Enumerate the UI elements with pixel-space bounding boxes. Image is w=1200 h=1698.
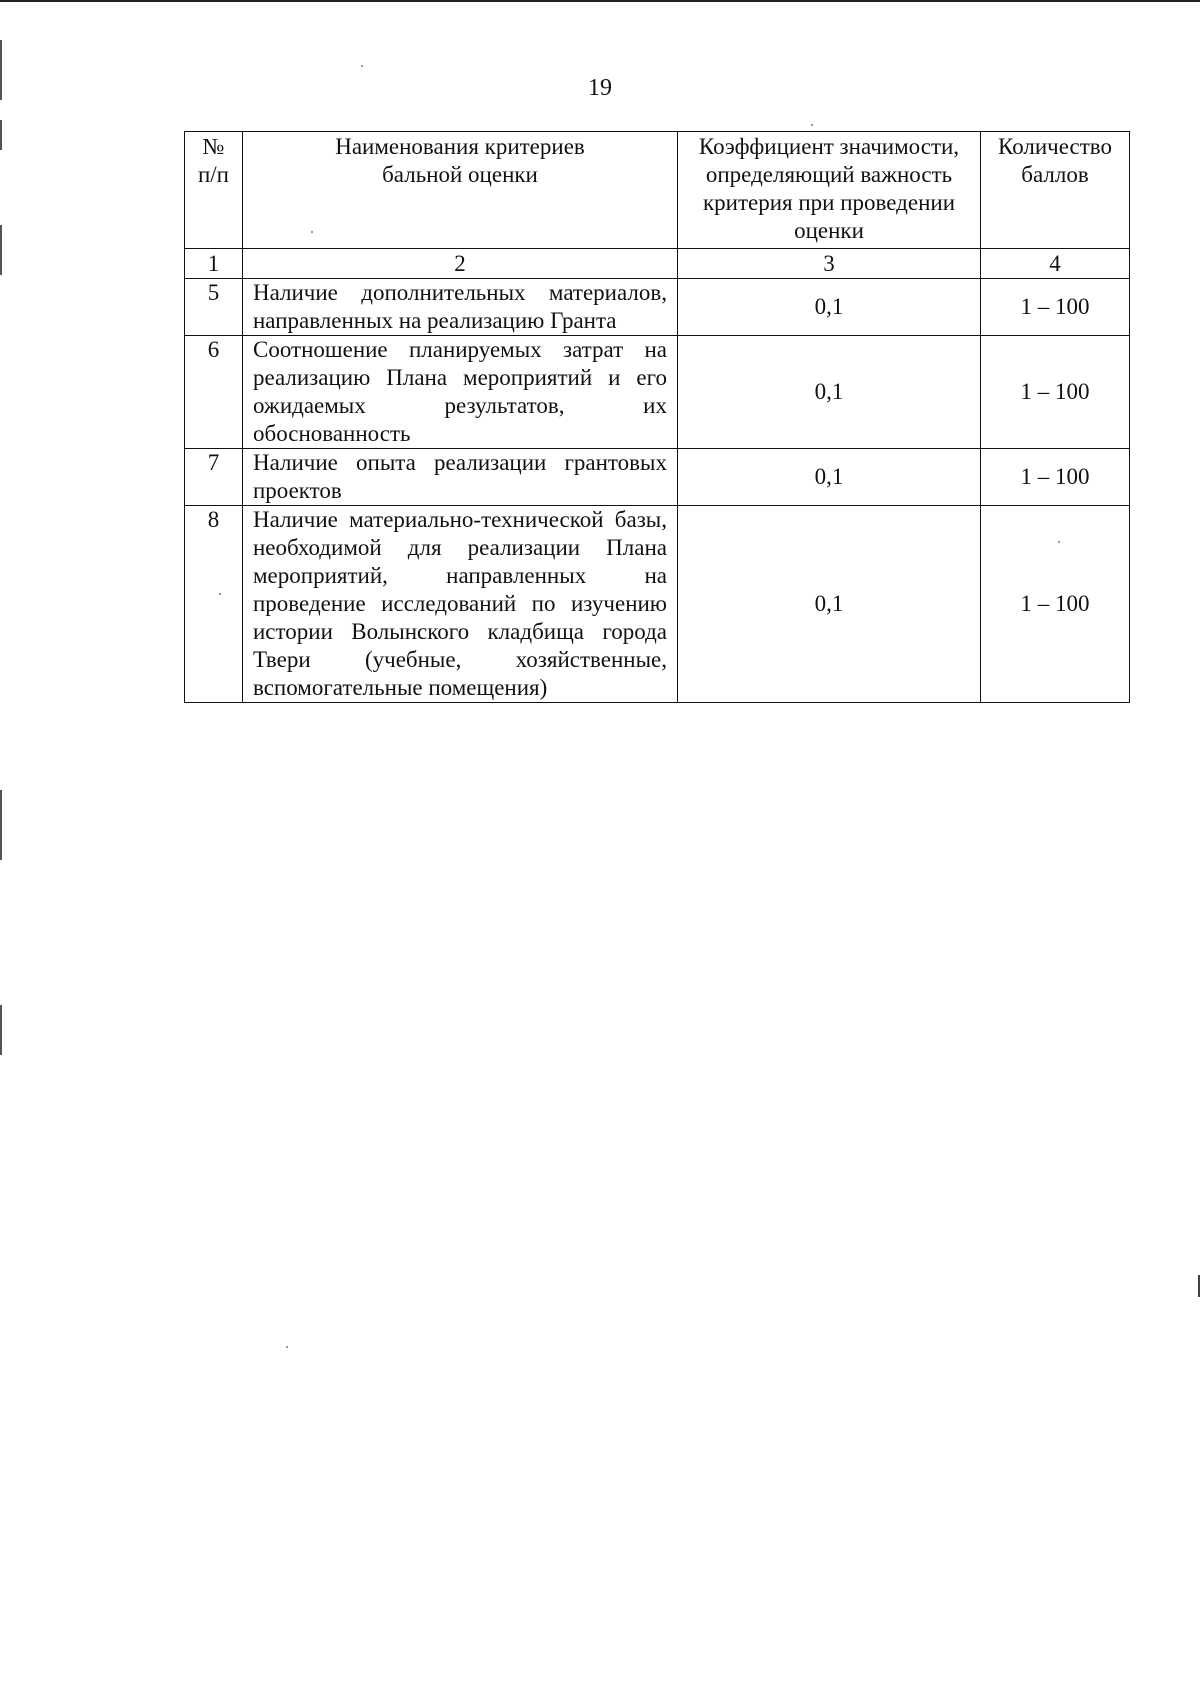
header-line: критерия при проведении (702, 190, 956, 215)
criterion-score: 1 – 100 (981, 506, 1130, 703)
table-row (185, 279, 1130, 336)
criterion-score: 1 – 100 (981, 449, 1130, 506)
criterion-coefficient: 0,1 (678, 449, 981, 506)
column-number: 4 (981, 249, 1130, 279)
header-line: Наименования критериев (335, 134, 585, 159)
header-line: определяющий важность (705, 162, 953, 187)
column-number-row (185, 249, 1130, 279)
header-criteria-name (243, 132, 678, 249)
criterion-score: 1 – 100 (981, 279, 1130, 336)
criterion-name: Соотношение планируемых затрат на реализацию Плана мероприятий и его ожидаемых результатов, их обоснованность (243, 336, 678, 449)
criterion-name: Наличие дополнительных материалов, направленных на реализацию Гранта (243, 279, 678, 336)
scan-edge-mark (0, 225, 2, 275)
criterion-name: Наличие опыта реализации грантовых проектов (243, 449, 678, 506)
column-number: 2 (243, 249, 678, 279)
header-coefficient (678, 132, 981, 249)
row-number: 6 (185, 336, 243, 449)
criterion-coefficient: 0,1 (678, 506, 981, 703)
row-number: 8 (185, 506, 243, 703)
header-line: оценки (794, 218, 864, 243)
column-number: 3 (678, 249, 981, 279)
scan-edge-mark (0, 790, 2, 860)
scan-edge-mark (0, 120, 2, 150)
scan-speck (286, 1346, 288, 1348)
scan-speck (361, 65, 363, 67)
scan-speck (811, 124, 813, 126)
header-score (981, 132, 1130, 249)
table-row (185, 506, 1130, 703)
scan-top-edge (0, 0, 1200, 2)
header-line: № (202, 134, 225, 159)
column-number: 1 (185, 249, 243, 279)
header-line: Коэффициент значимости, (698, 134, 960, 159)
table-row (185, 336, 1130, 449)
table-header-row (185, 132, 1130, 249)
header-number (185, 132, 243, 249)
criterion-coefficient: 0,1 (678, 336, 981, 449)
header-line: п/п (197, 162, 229, 187)
criteria-table (184, 131, 1130, 703)
criterion-score: 1 – 100 (981, 336, 1130, 449)
criterion-name: Наличие материально-технической базы, необходимой для реализации Плана мероприятий, направленных на проведение исследований по изучению истории Волынского кладбища города Твери (учебные, хозяйственные, вспомогательные помещения) (243, 506, 678, 703)
page-number: 19 (588, 75, 612, 101)
criterion-coefficient: 0,1 (678, 279, 981, 336)
header-line: баллов (1021, 162, 1089, 187)
header-line: Количество (998, 134, 1112, 159)
header-line: бальной оценки (382, 162, 538, 187)
row-number: 5 (185, 279, 243, 336)
table-row (185, 449, 1130, 506)
row-number: 7 (185, 449, 243, 506)
scan-edge-mark (0, 1005, 2, 1055)
